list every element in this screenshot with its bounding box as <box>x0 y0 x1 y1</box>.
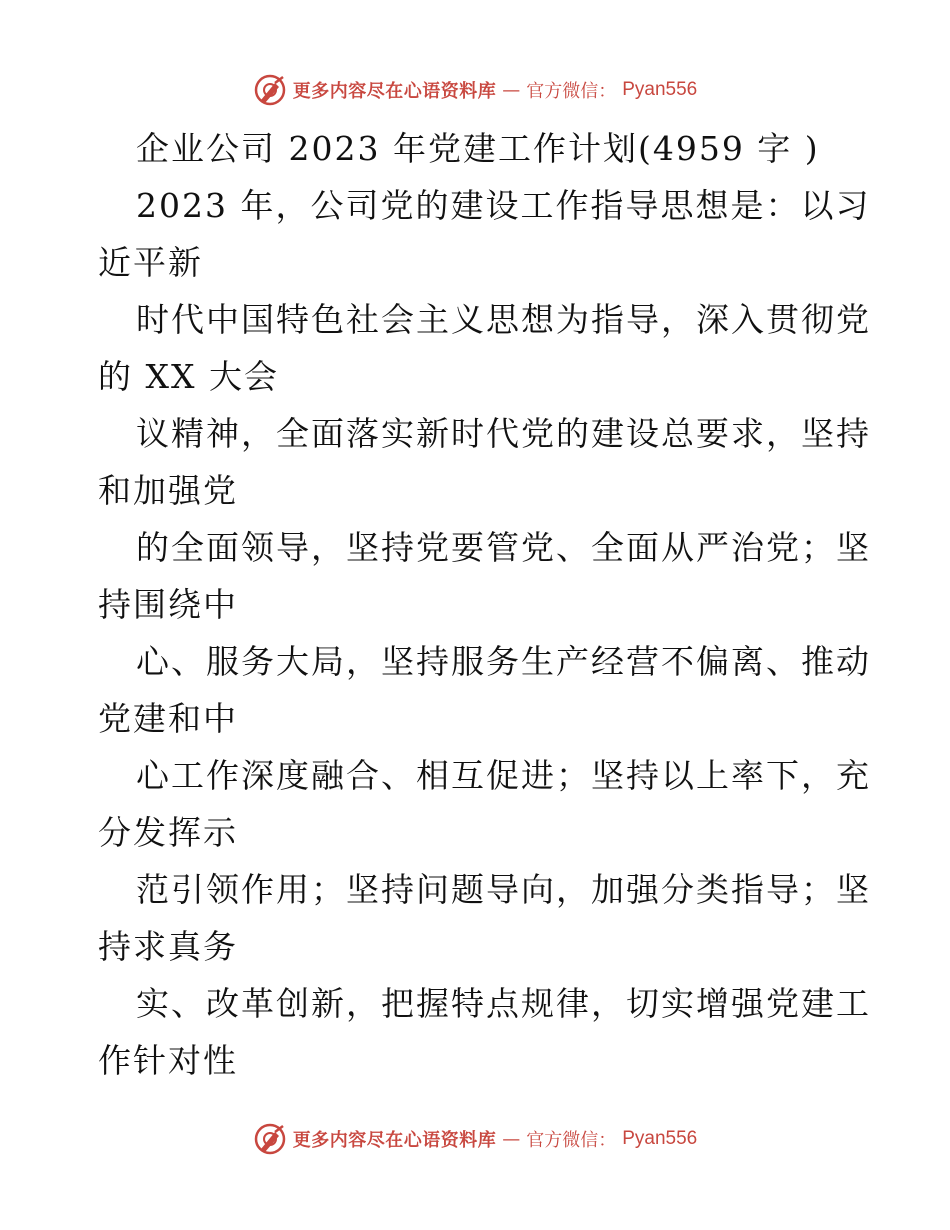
text-line: 心工作深度融合、相互促进；坚持以上率下，充 <box>136 756 871 795</box>
text-line: 实、改革创新，把握特点规律，切实增强党建工 <box>136 984 871 1023</box>
text-line: 时代中国特色社会主义思想为指导，深入贯彻党 <box>136 300 871 339</box>
banner-wechat-id: Pyan556 <box>622 1128 698 1149</box>
text-line: 的 XX 大会 <box>98 357 279 396</box>
text-line: 近平新 <box>98 243 203 282</box>
banner-dash: — <box>502 79 521 101</box>
banner-main-text: 更多内容尽在心语资料库 <box>292 1130 497 1151</box>
text-line: 的全面领导，坚持党要管党、全面从严治党；坚 <box>136 528 871 567</box>
banner-wechat-label: 官方微信： <box>526 81 617 102</box>
banner-wechat-label: 官方微信： <box>526 1130 617 1151</box>
pen-nib-logo-icon <box>253 1122 287 1156</box>
header-banner <box>0 70 950 110</box>
text-line: 党建和中 <box>98 699 238 738</box>
document-title: 企业公司 2023 年党建工作计划(4959 字 ) <box>136 129 820 168</box>
text-line: 持围绕中 <box>98 585 238 624</box>
text-line: 和加强党 <box>98 471 238 510</box>
footer-banner <box>0 1119 950 1159</box>
banner-dash: — <box>502 1128 521 1150</box>
text-line: 范引领作用；坚持问题导向，加强分类指导；坚 <box>136 870 871 909</box>
banner-wechat-id: Pyan556 <box>622 79 698 100</box>
banner-main-text: 更多内容尽在心语资料库 <box>292 81 497 102</box>
text-line: 议精神，全面落实新时代党的建设总要求，坚持 <box>136 414 871 453</box>
text-line: 分发挥示 <box>98 813 238 852</box>
pen-nib-logo-icon <box>253 73 287 107</box>
text-line: 心、服务大局，坚持服务生产经营不偏离、推动 <box>136 642 871 681</box>
document-body <box>98 120 871 1089</box>
text-line: 2023 年，公司党的建设工作指导思想是：以习 <box>136 186 871 225</box>
text-line: 持求真务 <box>98 927 238 966</box>
text-line: 作针对性 <box>98 1041 238 1080</box>
